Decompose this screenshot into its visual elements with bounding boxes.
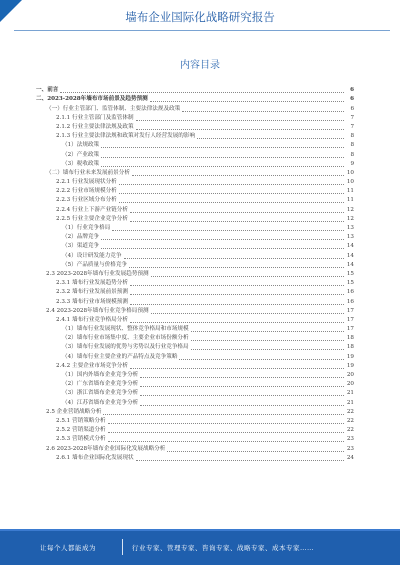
toc-leader-dots xyxy=(119,184,344,185)
toc-entry-page: 23 xyxy=(346,445,354,452)
toc-entry-label: 2.1.2 行业主要法律法规及政策 xyxy=(56,123,134,130)
toc-leader-dots xyxy=(167,451,344,452)
toc-entry-label: （2）广东省墙布企业竞争分析 xyxy=(62,381,139,388)
toc-entry-label: 2.2.5 行业主要企业竞争分析 xyxy=(56,215,128,222)
toc-entry-label: 2.1.3 行业主要法律法规和政策对发行人经营发展的影响 xyxy=(56,133,196,140)
toc-entry-label: 2.6.1 墙布企业国际化发展现状 xyxy=(56,454,134,461)
toc-entry-label: （3）墙布行业发展的优势与劣势以及行业竞争格局 xyxy=(62,344,189,351)
toc-entry-label: （1）国内外墙布企业竞争分析 xyxy=(62,372,139,378)
toc-entry-page: 11 xyxy=(346,197,354,204)
toc-entry[interactable] xyxy=(36,224,354,233)
toc-entry-page: 20 xyxy=(346,372,354,378)
toc-entry-page: 15 xyxy=(346,280,354,287)
toc-entry[interactable] xyxy=(36,408,354,417)
toc-leader-dots xyxy=(130,368,344,369)
toc-entry[interactable] xyxy=(36,316,354,325)
toc-entry-page: 7 xyxy=(350,114,354,121)
toc-entry-label: 2.4 2023-2028年墙布行业竞争格局预测 xyxy=(46,307,149,314)
toc-entry-label: （1）行业竞争格局 xyxy=(62,225,111,231)
toc-entry[interactable] xyxy=(36,288,354,297)
toc-leader-dots xyxy=(112,230,344,231)
toc-entry-page: 7 xyxy=(350,123,354,130)
toc-leader-dots xyxy=(101,248,344,249)
toc-entry-label: 二、2023-2028年墙布市场前景及趋势预测 xyxy=(36,96,148,103)
toc-entry[interactable] xyxy=(36,279,354,288)
toc-entry-page: 18 xyxy=(346,335,354,342)
toc-entry-page: 13 xyxy=(346,225,354,231)
toc-entry[interactable] xyxy=(36,215,354,224)
toc-leader-dots xyxy=(108,432,344,433)
toc-entry-page: 21 xyxy=(346,399,354,406)
toc-entry[interactable] xyxy=(36,435,354,444)
toc-entry-label: （4）设计研发能力竞争 xyxy=(62,252,122,259)
toc-entry[interactable] xyxy=(36,352,354,361)
toc-leader-dots xyxy=(101,239,344,240)
toc-entry-label: 2.3.2 墙布行业发展前景预测 xyxy=(56,289,128,296)
toc-leader-dots xyxy=(136,120,344,121)
toc-entry[interactable] xyxy=(36,417,354,426)
toc-entry-page: 19 xyxy=(346,353,354,360)
toc-entry-page: 17 xyxy=(346,316,354,323)
toc-entry-page: 20 xyxy=(346,381,354,388)
toc-entry[interactable] xyxy=(36,297,354,306)
footer-slogan: 让每个人都能成为 xyxy=(40,544,96,552)
toc-entry-page: 22 xyxy=(346,417,354,424)
toc-leader-dots xyxy=(130,221,344,222)
toc-entry[interactable] xyxy=(36,362,354,371)
toc-leader-dots xyxy=(130,304,344,305)
toc-leader-dots xyxy=(60,92,344,93)
toc-entry-label: （3）税收政策 xyxy=(62,160,100,167)
toc-leader-dots xyxy=(136,129,344,130)
toc-leader-dots xyxy=(101,157,344,158)
toc-entry-label: （2）墙布行业市场集中度、主要企业市场份额分析 xyxy=(62,335,189,342)
toc-entry[interactable] xyxy=(36,426,354,435)
toc-title: 内容目录 xyxy=(180,60,220,71)
toc-entry-page: 21 xyxy=(346,390,354,397)
toc-leader-dots xyxy=(108,423,344,424)
toc-entry[interactable] xyxy=(36,178,354,187)
toc-entry-label: （2）产业政策 xyxy=(62,151,100,158)
report-title: 墙布企业国际化战略研究报告 xyxy=(125,10,275,24)
toc-entry-page: 6 xyxy=(350,87,354,94)
toc-entry[interactable] xyxy=(36,380,354,389)
toc-leader-dots xyxy=(136,460,344,461)
toc-leader-dots xyxy=(140,386,344,387)
toc-entry-page: 8 xyxy=(350,133,354,140)
footer-tagline: 行业专家、管理专家、咨询专家、战略专家、成本专家…… xyxy=(132,544,314,552)
toc-entry-page: 18 xyxy=(346,344,354,351)
toc-entry-label: （2）品牌竞争 xyxy=(62,234,100,241)
toc-leader-dots xyxy=(140,395,344,396)
toc-entry-page: 24 xyxy=(346,454,354,461)
toc-entry-label: （二）墙布行业未来发展前景分析 xyxy=(46,169,130,176)
toc-entry-page: 8 xyxy=(350,142,354,149)
footer-accent-line xyxy=(0,529,400,531)
toc-entry-page: 10 xyxy=(346,179,354,186)
toc-entry-label: 2.2.1 行业发展现状分析 xyxy=(56,179,117,186)
toc-entry-label: （3）浙江省墙布企业竞争分析 xyxy=(62,390,139,397)
toc-leader-dots xyxy=(124,258,345,259)
table-of-contents xyxy=(36,86,354,463)
toc-entry[interactable] xyxy=(36,343,354,352)
toc-leader-dots xyxy=(130,322,344,323)
toc-leader-dots xyxy=(103,414,344,415)
toc-entry-label: 2.5.2 营销渠道分析 xyxy=(56,427,106,434)
toc-entry[interactable] xyxy=(36,187,354,196)
toc-leader-dots xyxy=(130,212,344,213)
toc-leader-dots xyxy=(140,377,344,378)
toc-entry[interactable] xyxy=(36,86,354,95)
toc-entry-label: （4）江苏省墙布企业竞争分析 xyxy=(62,399,139,406)
toc-entry-label: （4）墙布行业主要企业的产品特点及竞争策略 xyxy=(62,353,178,360)
toc-entry-page: 6 xyxy=(350,105,354,112)
toc-leader-dots xyxy=(182,111,344,112)
toc-leader-dots xyxy=(130,285,344,286)
toc-entry[interactable] xyxy=(36,325,354,334)
toc-entry[interactable] xyxy=(36,160,354,169)
toc-entry[interactable] xyxy=(36,398,354,407)
toc-entry[interactable] xyxy=(36,169,354,178)
toc-entry[interactable] xyxy=(36,261,354,270)
toc-entry-label: （1）法规政策 xyxy=(62,142,100,149)
toc-entry[interactable] xyxy=(36,150,354,159)
toc-entry-page: 14 xyxy=(346,243,354,250)
toc-entry-page: 6 xyxy=(350,96,354,103)
toc-entry-label: 2.5 企业营销战略分析 xyxy=(46,408,102,415)
toc-entry-page: 16 xyxy=(346,289,354,296)
toc-entry[interactable] xyxy=(36,389,354,398)
toc-entry-page: 8 xyxy=(350,151,354,158)
toc-entry[interactable] xyxy=(36,251,354,260)
toc-leader-dots xyxy=(119,193,344,194)
toc-entry-page: 19 xyxy=(346,362,354,369)
toc-entry-label: （1）墙布行业发展现状、整体竞争格局和市场规模 xyxy=(62,326,189,333)
toc-leader-dots xyxy=(132,175,344,176)
toc-entry-page: 12 xyxy=(346,215,354,222)
toc-entry-label: 2.4.2 主要企业市场竞争分析 xyxy=(56,362,128,369)
toc-entry-page: 22 xyxy=(346,408,354,415)
toc-entry-label: 2.2.2 行业市场规模分析 xyxy=(56,188,117,195)
toc-entry-label: 2.3.1 墙布行业发展趋势分析 xyxy=(56,280,128,287)
toc-entry-label: （一）行业主管部门、监管体制、主要法律法规及政策 xyxy=(46,105,181,112)
toc-entry-label: 一、前言 xyxy=(36,87,59,94)
toc-entry-label: 2.3 2023-2028年墙布行业发展趋势预测 xyxy=(46,270,149,277)
toc-leader-dots xyxy=(101,147,344,148)
toc-leader-dots xyxy=(151,276,344,277)
header-band xyxy=(0,0,400,32)
toc-entry[interactable] xyxy=(36,270,354,279)
toc-entry-page: 23 xyxy=(346,436,354,443)
toc-leader-dots xyxy=(119,202,344,203)
toc-entry[interactable] xyxy=(36,141,354,150)
toc-entry-page: 14 xyxy=(346,252,354,259)
toc-leader-dots xyxy=(101,166,344,167)
toc-entry-page: 9 xyxy=(350,160,354,167)
toc-leader-dots xyxy=(191,349,344,350)
toc-entry-page: 16 xyxy=(346,298,354,305)
toc-entry[interactable] xyxy=(36,454,354,463)
toc-leader-dots xyxy=(197,138,344,139)
header-rule xyxy=(14,30,390,31)
toc-entry-label: 2.1.1 行业主管部门及监管体制 xyxy=(56,114,134,121)
toc-entry[interactable] xyxy=(36,307,354,316)
toc-leader-dots xyxy=(130,294,344,295)
toc-leader-dots xyxy=(179,359,344,360)
toc-entry[interactable] xyxy=(36,233,354,242)
toc-entry-page: 17 xyxy=(346,326,354,333)
toc-entry[interactable] xyxy=(36,334,354,343)
toc-entry-label: 2.3.3 墙布行业市场规模预测 xyxy=(56,298,128,305)
toc-entry-label: （5）产品质量与价格竞争 xyxy=(62,261,128,268)
toc-leader-dots xyxy=(151,313,344,314)
toc-entry-page: 12 xyxy=(346,206,354,213)
toc-entry-page: 17 xyxy=(346,307,354,314)
toc-leader-dots xyxy=(191,340,344,341)
toc-entry-page: 22 xyxy=(346,427,354,434)
footer-band xyxy=(0,529,400,565)
toc-entry-label: 2.2.3 行业区域分布分析 xyxy=(56,197,117,204)
toc-entry-label: 2.5.1 营销策略分析 xyxy=(56,417,106,424)
toc-entry[interactable] xyxy=(36,123,354,132)
toc-entry[interactable] xyxy=(36,205,354,214)
toc-leader-dots xyxy=(129,267,344,268)
toc-entry-label: （3）渠道竞争 xyxy=(62,243,100,250)
toc-leader-dots xyxy=(150,101,344,102)
toc-entry-label: 2.4.1 墙布行业竞争格局分析 xyxy=(56,316,128,323)
footer-divider xyxy=(122,539,123,555)
toc-entry-page: 10 xyxy=(346,169,354,176)
toc-entry-label: 2.2.4 行业上下游产业链分析 xyxy=(56,206,128,213)
toc-entry[interactable] xyxy=(36,132,354,141)
toc-leader-dots xyxy=(108,441,344,442)
toc-leader-dots xyxy=(191,331,344,332)
toc-entry-page: 14 xyxy=(346,261,354,268)
toc-leader-dots xyxy=(140,405,344,406)
toc-entry[interactable] xyxy=(36,114,354,123)
toc-entry[interactable] xyxy=(36,242,354,251)
toc-entry-page: 13 xyxy=(346,234,354,241)
toc-entry-label: 2.6 2023-2028年墙布企业国际化发展战略分析 xyxy=(46,445,166,452)
toc-entry[interactable] xyxy=(36,196,354,205)
toc-entry[interactable] xyxy=(36,371,354,380)
toc-entry-page: 15 xyxy=(346,270,354,277)
toc-entry[interactable] xyxy=(36,104,354,113)
toc-entry[interactable] xyxy=(36,444,354,453)
toc-entry-page: 11 xyxy=(346,188,354,195)
toc-entry[interactable] xyxy=(36,95,354,104)
toc-entry-label: 2.5.3 营销模式分析 xyxy=(56,436,106,443)
